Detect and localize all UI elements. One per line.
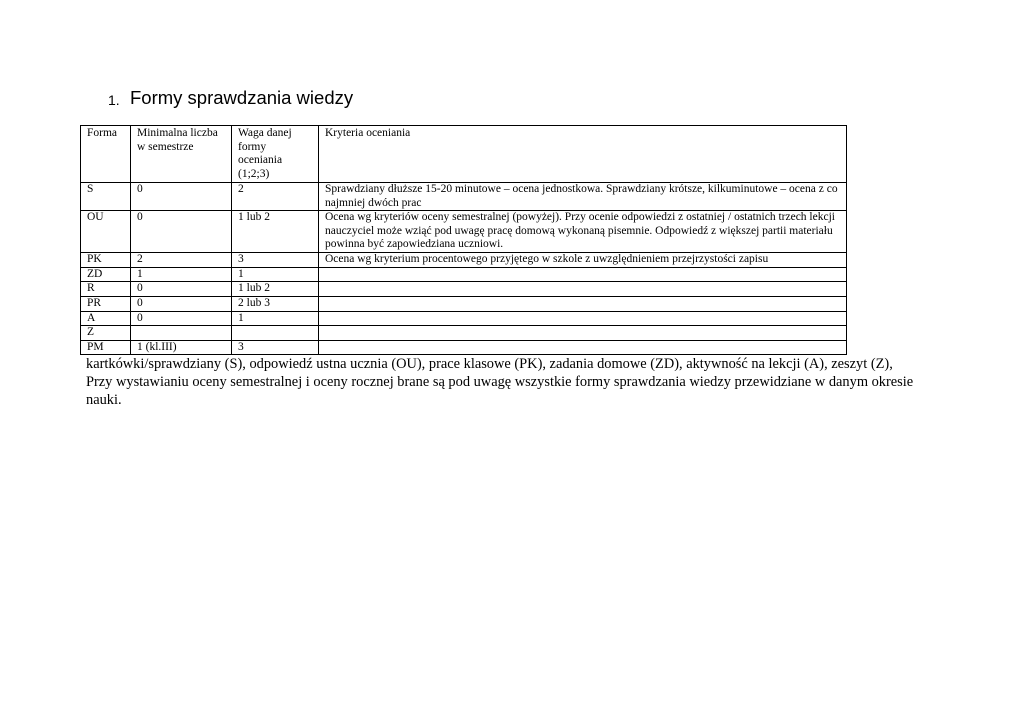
cell-min: 1 (kl.III) (131, 340, 232, 355)
cell-forma: PR (81, 296, 131, 311)
cell-criteria (319, 340, 847, 355)
cell-min: 2 (131, 253, 232, 268)
cell-forma: S (81, 183, 131, 211)
cell-min: 0 (131, 311, 232, 326)
cell-min: 0 (131, 211, 232, 253)
cell-criteria: Sprawdziany dłuższe 15-20 minutowe – ocena jednostkowa. Sprawdziany krótsze, kilkuminutowe – ocena z co najmniej dwóch prac (319, 183, 847, 211)
header-weight: Waga danej formy oceniania (1;2;3) (232, 126, 319, 183)
header-min-count: Minimalna liczba w semestrze (131, 126, 232, 183)
cell-min: 0 (131, 282, 232, 297)
legend-grading-note: Przy wystawianiu oceny semestralnej i oceny rocznej brane są pod uwagę wszystkie formy sprawdzania wiedzy przewidziane w danym okresie nauki. (86, 374, 914, 408)
table-row (81, 267, 847, 282)
cell-criteria (319, 267, 847, 282)
cell-forma: R (81, 282, 131, 297)
table-row (81, 296, 847, 311)
header-forma: Forma (81, 126, 131, 183)
table-row (81, 326, 847, 341)
cell-weight: 2 lub 3 (232, 296, 319, 311)
cell-criteria: Ocena wg kryteriów oceny semestralnej (powyżej). Przy ocenie odpowiedzi z ostatniej / ostatnich trzech lekcji nauczyciel może wziąć pod uwagę pracę domową wykonaną pisemnie. Odpowiedź z większej partii materiału powinna być zapowiedziana uczniowi. (319, 211, 847, 253)
cell-weight: 1 lub 2 (232, 282, 319, 297)
cell-forma: OU (81, 211, 131, 253)
cell-forma: A (81, 311, 131, 326)
table-row (81, 253, 847, 268)
table-row (81, 282, 847, 297)
cell-weight: 2 (232, 183, 319, 211)
table-header-row (81, 126, 847, 183)
cell-min: 0 (131, 296, 232, 311)
cell-weight: 3 (232, 253, 319, 268)
cell-criteria (319, 326, 847, 341)
table-row (81, 211, 847, 253)
section-title: Formy sprawdzania wiedzy (130, 87, 354, 108)
header-criteria: Kryteria oceniania (319, 126, 847, 183)
cell-weight: 1 (232, 311, 319, 326)
cell-criteria: Ocena wg kryterium procentowego przyjętego w szkole z uwzględnieniem przejrzystości zapisu (319, 253, 847, 268)
cell-criteria (319, 311, 847, 326)
cell-weight: 3 (232, 340, 319, 355)
cell-weight: 1 (232, 267, 319, 282)
table-row (81, 183, 847, 211)
cell-criteria (319, 296, 847, 311)
cell-weight: 1 lub 2 (232, 211, 319, 253)
assessment-forms-table (80, 125, 847, 355)
table-row (81, 311, 847, 326)
legend-abbreviations: kartkówki/sprawdziany (S), odpowiedź ustna ucznia (OU), prace klasowe (PK), zadania domowe (ZD), aktywność na lekcji (A), zeszyt (Z), (86, 356, 893, 372)
cell-forma: Z (81, 326, 131, 341)
section-number: 1. (108, 92, 120, 108)
cell-forma: PM (81, 340, 131, 355)
cell-min: 1 (131, 267, 232, 282)
cell-forma: PK (81, 253, 131, 268)
cell-weight (232, 326, 319, 341)
table-row (81, 340, 847, 355)
cell-forma: ZD (81, 267, 131, 282)
cell-min: 0 (131, 183, 232, 211)
legend-paragraph (86, 355, 946, 409)
cell-min (131, 326, 232, 341)
cell-criteria (319, 282, 847, 297)
